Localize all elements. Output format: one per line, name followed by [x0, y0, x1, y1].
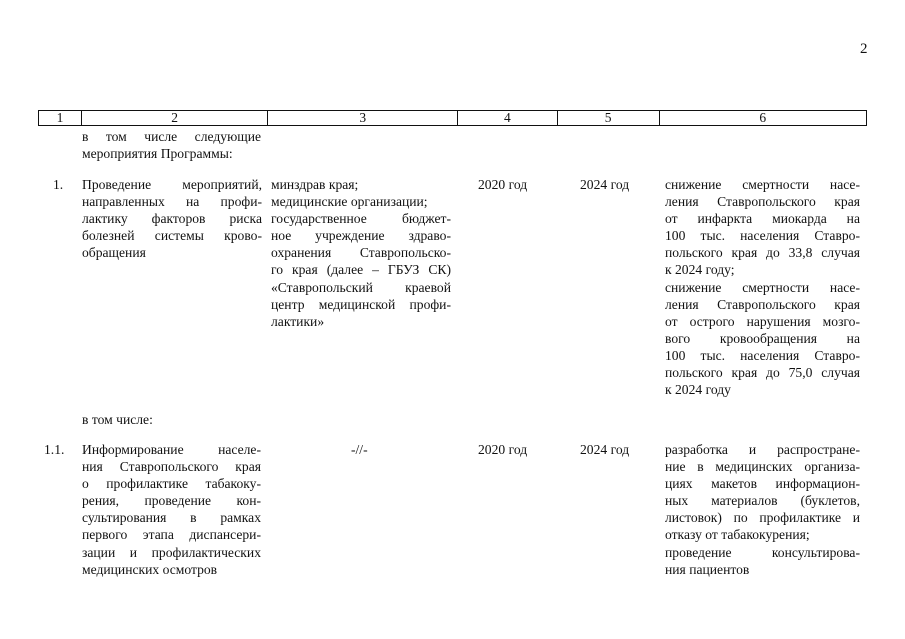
row-1-result-line: снижение смертности насе- [665, 279, 860, 295]
column-header-4: 4 [458, 111, 558, 125]
row-1-1-result-line: циях макетов информацион- [665, 476, 860, 492]
row-1-executor-line: государственное бюджет- [271, 211, 451, 227]
row-1-1-title-line: ния Ставропольского края [82, 459, 261, 475]
table-header-row [38, 110, 867, 126]
row-1-executor-line: «Ставропольский краевой [271, 279, 451, 295]
row-1-result-line: снижение смертности насе- [665, 177, 860, 192]
row-1-1-end-year: 2024 год [580, 442, 630, 457]
row-1-1-result-line: проведение консультирова- [665, 544, 860, 560]
row-1-executor-line: го края (далее – ГБУЗ СК) [271, 262, 451, 278]
page-number: 2 [860, 41, 868, 57]
column-header-1: 1 [39, 111, 82, 125]
row-1-result [665, 176, 860, 398]
row-1-result-line: польского края до 75,0 случая [665, 365, 860, 381]
row-1-title [82, 176, 262, 261]
row-1-1-result-line: ние в медицинских организа- [665, 459, 860, 475]
row-1-1-title-line: о профилактике табакоку- [82, 476, 261, 492]
row-1-executor-line: ное учреждение здраво- [271, 228, 451, 244]
row-1-result-line: ления Ставропольского края [665, 194, 860, 210]
row-1-1-title-line: зации и профилактических [82, 544, 261, 560]
row-1-number: 1. [53, 177, 64, 192]
intro-text [82, 128, 261, 162]
row-1-executor-line: минздрав края; [271, 177, 359, 192]
row-1-1-title-line: рения, проведение кон- [82, 493, 261, 509]
row-1-executor-line: лактики» [271, 313, 325, 329]
row-1-1-result-line: листовок) по профилактике и [665, 510, 860, 526]
row-1-end-year: 2024 год [580, 177, 630, 192]
row-1-1-number: 1.1. [44, 442, 65, 457]
column-header-6: 6 [759, 110, 767, 125]
row-1-1-result-line: отказу от табакокурения; [665, 527, 810, 543]
intro-line: мероприятия Программы: [82, 146, 233, 162]
row-1-1-title-line: медицинских осмотров [82, 561, 218, 577]
column-header-5: 5 [558, 111, 660, 125]
including-label: в том числе: [82, 412, 153, 427]
column-header-2: 2 [82, 111, 269, 125]
column-header-3: 3 [268, 111, 458, 125]
row-1-1-title [82, 441, 261, 578]
row-1-executor-line: центр медицинской профи- [271, 296, 451, 312]
row-1-title-line: обращения [82, 245, 146, 261]
row-1-result-line: вого кровообращения на [665, 330, 860, 346]
row-1-title-line: болезней системы крово- [82, 228, 262, 244]
row-1-title-line: направленных на профи- [82, 194, 262, 210]
row-1-result-line: от острого нарушения мозго- [665, 313, 860, 329]
row-1-executors [271, 176, 451, 330]
row-1-result-line: от инфаркта миокарда на [665, 211, 860, 227]
row-1-result-line: ления Ставропольского края [665, 296, 860, 312]
row-1-1-result-line: ния пациентов [665, 561, 750, 577]
row-1-result-line: к 2024 году [665, 382, 731, 398]
row-1-title-line: Проведение мероприятий, [82, 177, 262, 192]
row-1-1-executors: -//- [351, 442, 368, 457]
row-1-1-result-line: разработка и распростране- [665, 442, 860, 457]
intro-line: в том числе следующие [82, 129, 261, 144]
row-1-result-line: польского края до 33,8 случая [665, 245, 860, 261]
row-1-1-start-year: 2020 год [478, 442, 528, 457]
row-1-executor-line: медицинские организации; [271, 194, 428, 210]
row-1-1-title-line: первого этапа диспансери- [82, 527, 261, 543]
row-1-1-result [665, 441, 860, 578]
row-1-result-line: к 2024 году; [665, 262, 735, 278]
row-1-start-year: 2020 год [478, 177, 528, 192]
row-1-executor-line: охранения Ставропольско- [271, 245, 451, 261]
row-1-1-title-line: Информирование населе- [82, 442, 261, 457]
row-1-result-line: 100 тыс. населения Ставро- [665, 228, 860, 244]
row-1-title-line: лактику факторов риска [82, 211, 262, 227]
row-1-result-line: 100 тыс. населения Ставро- [665, 347, 860, 363]
row-1-1-title-line: сультирования в рамках [82, 510, 261, 526]
row-1-1-result-line: ных материалов (буклетов, [665, 493, 860, 509]
